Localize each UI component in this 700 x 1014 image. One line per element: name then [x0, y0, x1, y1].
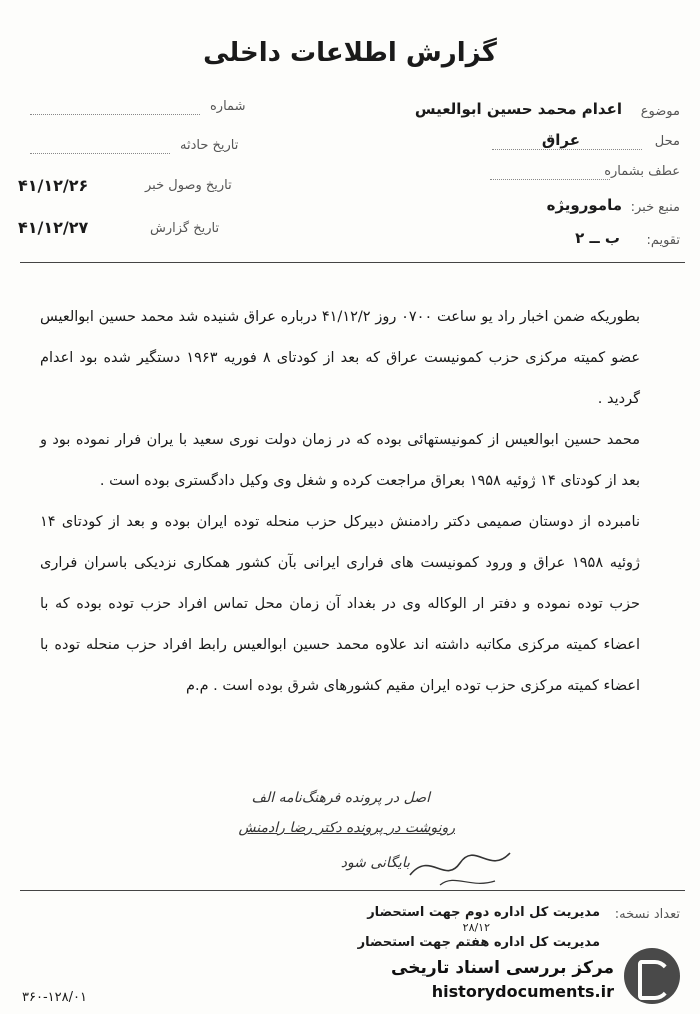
- footer-divider: [20, 890, 685, 891]
- distribution-label: تعداد نسخه:: [614, 907, 680, 922]
- rating-value: ب ــ ۲: [575, 229, 620, 247]
- archive-watermark: [380, 940, 680, 1010]
- reference-label: عطف بشماره: [604, 164, 680, 179]
- handwritten-note-2: رونوشت در پرونده دکتر رضا رادمنش: [238, 820, 455, 836]
- event-date-dotted-line: [30, 152, 170, 154]
- reference-dotted-line: [490, 178, 610, 180]
- subject-label: موضوع: [640, 104, 680, 119]
- report-date-label: تاریخ گزارش: [150, 221, 220, 236]
- event-date-label: تاریخ حادثه: [180, 138, 239, 153]
- watermark-url: historydocuments.ir: [431, 982, 614, 1001]
- subject-value: اعدام محمد حسین ابوالعیس: [414, 100, 622, 118]
- handwritten-note-1: اصل در پرونده فرهنگ‌نامه الف: [251, 790, 430, 806]
- report-date-value: ۴۱/۱۲/۲۷: [18, 218, 89, 237]
- distribution-note: ۲۸/۱۲: [462, 921, 490, 934]
- source-value: مامورویژه: [546, 196, 622, 214]
- page-title: گزارش اطلاعات داخلی: [203, 38, 497, 68]
- distribution-line-2: مدیریت کل اداره هفتم جهت استحضار: [357, 935, 600, 950]
- signature-scribble: [400, 845, 520, 895]
- number-label: شماره: [210, 99, 246, 114]
- handwritten-note-3: بایگانی شود: [340, 855, 410, 871]
- header-divider: [20, 262, 685, 263]
- paragraph-3: نامبرده از دوستان صمیمی دکتر رادمنش دبیرکل حزب منحله توده ایران بوده و بعد از کودتای ۱۴ ژوئیه ۱۹۵۸ عراق و ورود کمونیست های فراری ایرانی بآن کشور همکاری نزدیکی باسران فراری حزب توده نموده و دفتر ار الوکاله وی در بغداد آن زمان محل تماس افراد حزب توده بوده که با اعضاء کمیته مرکزی مکاتبه داشته اند علاوه محمد حسین ابوالعیس رابط افراد حزب منحله توده با اعضاء کمیته مرکزی حزب توده ایران مقیم کشورهای شرق بوده است . م.م: [40, 514, 640, 694]
- report-body: [40, 297, 640, 707]
- place-label: محل: [654, 134, 680, 149]
- rating-label: تقویم:: [646, 233, 680, 248]
- archive-logo-icon: [624, 948, 680, 1004]
- distribution-line-1: مدیریت کل اداره دوم جهت استحضار: [367, 905, 600, 920]
- place-value: عراق: [541, 131, 580, 149]
- source-label: منبع خبر:: [630, 200, 680, 215]
- paragraph-2: محمد حسین ابوالعیس از کمونیستهائی بوده که در زمان دولت نوری سعید با یران فرار نموده بود و بعد از کودتای ۱۴ ژوئیه ۱۹۵۸ بعراق مراجعت کرده و شغل وی وکیل دادگستری بوده است .: [40, 432, 640, 489]
- number-dotted-line: [30, 113, 200, 115]
- received-date-value: ۴۱/۱۲/۲۶: [18, 176, 89, 195]
- received-date-label: تاریخ وصول خبر: [145, 178, 232, 193]
- paragraph-1: بطوریکه ضمن اخبار راد یو ساعت ۰۷۰۰ روز ۴۱/۱۲/۲ درباره عراق شنیده شد محمد حسین ابوالعیس عضو کمیته مرکزی حزب کمونیست عراق که بعد از کودتای ۸ فوریه ۱۹۶۳ دستگیر شده بود اعدام گردید .: [40, 309, 640, 407]
- watermark-title: مرکز بررسی اسناد تاریخی: [391, 958, 614, 978]
- footer-document-number: ۳۶۰-۱۲۸/۰۱: [22, 990, 87, 1005]
